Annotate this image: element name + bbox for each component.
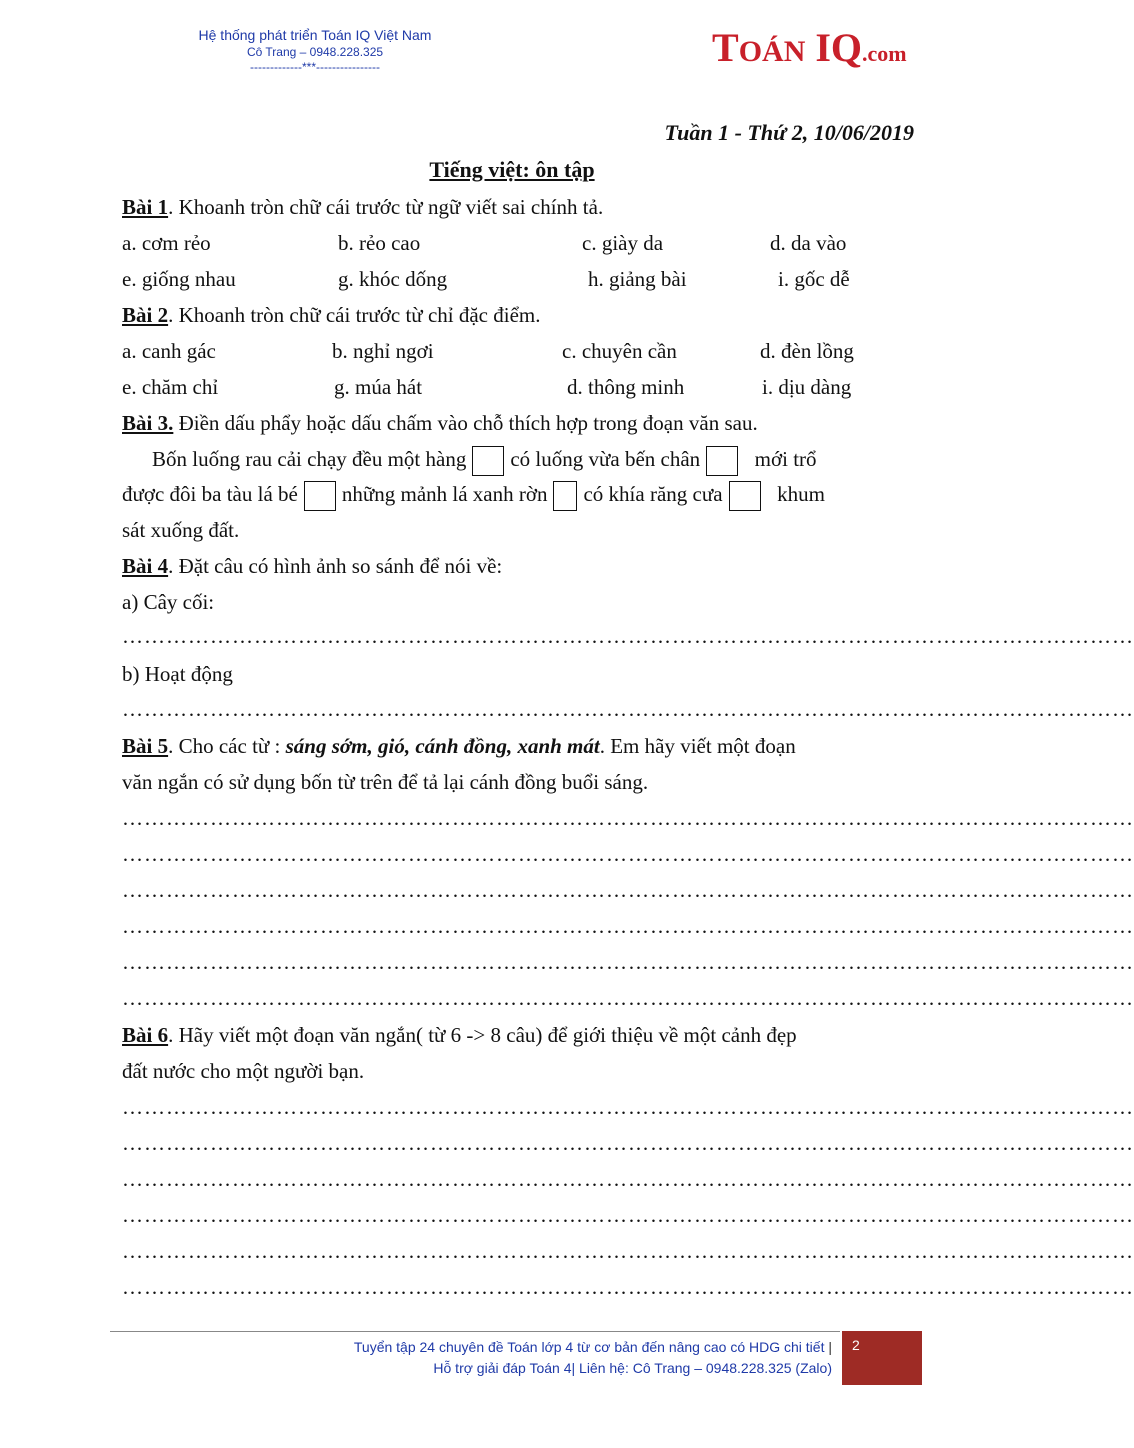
toaniq-logo bbox=[712, 24, 907, 71]
bai3-label: Bài 3. bbox=[122, 411, 174, 435]
bai2-option-e: e. chăm chỉ bbox=[122, 375, 219, 399]
header-divider: -------------***---------------- bbox=[250, 60, 380, 74]
bai1-option-i: i. gốc dễ bbox=[778, 267, 850, 291]
bai1-option-b: b. rẻo cao bbox=[338, 231, 421, 255]
logo-com: .com bbox=[862, 41, 907, 66]
answer-line[interactable]: ………………………………………………………………………………………………………………………… bbox=[122, 986, 1134, 1010]
bai2-heading bbox=[122, 303, 540, 328]
answer-line[interactable]: ………………………………………………………………………………………………………………………… bbox=[122, 950, 1134, 974]
answer-line[interactable]: ………………………………………………………………………………………………………………………… bbox=[122, 878, 1134, 902]
bai2-option-d2: d. thông minh bbox=[567, 375, 685, 399]
bai1-label: Bài 1 bbox=[122, 195, 169, 219]
bai4-prompt: . Đặt câu có hình ảnh so sánh để nói về: bbox=[168, 554, 503, 578]
bai5-words: sáng sớm, gió, cánh đồng, xanh mát bbox=[285, 734, 600, 758]
header-org-block bbox=[160, 26, 470, 74]
footer-line1: Tuyển tập 24 chuyên đề Toán lớp 4 từ cơ bản đến nâng cao có HDG chi tiết bbox=[353, 1339, 825, 1355]
bai6-prompt-cont: đất nước cho một người bạn. bbox=[122, 1059, 365, 1083]
answer-line[interactable]: ………………………………………………………………………………………………………………………… bbox=[122, 842, 1134, 866]
bai1-option-h: h. giảng bài bbox=[588, 267, 687, 291]
bai6-heading: Bài 6. Hãy viết một đoạn văn ngắn( từ 6 -> 8 câu) để giới thiệu về một cảnh đẹp bbox=[122, 1023, 797, 1047]
bai1-option-c: c. giày da bbox=[582, 231, 664, 255]
bai2-option-a: a. canh gác bbox=[122, 339, 216, 363]
header-org: Hệ thống phát triển Toán IQ Việt Nam bbox=[198, 27, 432, 43]
bai2-prompt: . Khoanh tròn chữ cái trước từ chỉ đặc điểm. bbox=[168, 303, 541, 327]
header-contact: Cô Trang – 0948.228.325 bbox=[246, 45, 384, 59]
bai1-option-g: g. khóc dống bbox=[338, 267, 448, 291]
bai3-heading bbox=[122, 411, 758, 436]
bai1-heading bbox=[122, 195, 603, 220]
bai4-label: Bài 4 bbox=[122, 554, 169, 578]
footer bbox=[354, 1337, 832, 1379]
bai2-option-d: d. đèn lồng bbox=[760, 339, 854, 363]
answer-line[interactable]: ………………………………………………………………………………………………………………………… bbox=[122, 806, 1134, 830]
punctuation-box-5[interactable] bbox=[729, 481, 761, 511]
bai1-option-d: d. da vào bbox=[770, 231, 847, 255]
logo-iq: IQ bbox=[805, 25, 863, 70]
answer-line[interactable]: ………………………………………………………………………………………………………………………… bbox=[122, 1239, 1134, 1263]
answer-line[interactable]: ………………………………………………………………………………………………………………………… bbox=[122, 1275, 1134, 1299]
bai3-line1: Bốn luống rau cải chạy đều một hàng có luống vừa bến chân mới trổ bbox=[152, 446, 817, 476]
bai2-option-i: i. dịu dàng bbox=[762, 375, 852, 399]
bai4-a: a) Cây cối: bbox=[122, 590, 215, 614]
page-number: 2 bbox=[852, 1337, 860, 1353]
bai4-b: b) Hoạt động bbox=[122, 662, 233, 686]
answer-line[interactable]: ………………………………………………………………………………………………………………………… bbox=[122, 1095, 1134, 1119]
bai2-label: Bài 2 bbox=[122, 303, 169, 327]
bai5-label: Bài 5 bbox=[122, 734, 169, 758]
footer-line2: Hỗ trợ giải đáp Toán 4| Liên hệ: Cô Trang – 0948.228.325 (Zalo) bbox=[433, 1360, 832, 1376]
answer-line[interactable]: ………………………………………………………………………………………………………………………… bbox=[122, 1167, 1134, 1191]
answer-line[interactable]: ………………………………………………………………………………………………………………………… bbox=[122, 697, 1134, 721]
lesson-date: Tuần 1 - Thứ 2, 10/06/2019 bbox=[664, 120, 914, 145]
answer-line[interactable]: ………………………………………………………………………………………………………………………… bbox=[122, 914, 1134, 938]
logo-t: T bbox=[712, 25, 739, 70]
answer-line[interactable]: ………………………………………………………………………………………………………………………… bbox=[122, 1131, 1134, 1155]
bai3-line2: được đôi ba tàu lá bé những mảnh lá xanh rờn có khía răng cưa khum bbox=[122, 481, 825, 511]
page-title: Tiếng việt: ôn tập bbox=[429, 157, 595, 182]
answer-line[interactable]: ………………………………………………………………………………………………………………………… bbox=[122, 624, 1134, 648]
bai1-option-e: e. giống nhau bbox=[122, 267, 236, 291]
page-number-box bbox=[842, 1331, 922, 1385]
bai2-option-g: g. múa hát bbox=[334, 375, 423, 399]
punctuation-box-3[interactable] bbox=[304, 481, 336, 511]
bai1-prompt: . Khoanh tròn chữ cái trước từ ngữ viết sai chính tả. bbox=[168, 195, 604, 219]
bai3-prompt: Điền dấu phẩy hoặc dấu chấm vào chỗ thích hợp trong đoạn văn sau. bbox=[173, 411, 758, 435]
bai6-label: Bài 6 bbox=[122, 1023, 169, 1047]
footer-divider bbox=[110, 1331, 840, 1332]
bai3-line3: sát xuống đất. bbox=[122, 518, 240, 542]
logo-oan: OÁN bbox=[738, 35, 806, 68]
punctuation-box-4[interactable] bbox=[553, 481, 577, 511]
bai4-heading bbox=[122, 554, 502, 579]
punctuation-box-1[interactable] bbox=[472, 446, 504, 476]
footer-bar: | bbox=[824, 1339, 832, 1355]
bai5-prompt-cont: văn ngắn có sử dụng bốn từ trên để tả lại cánh đồng buổi sáng. bbox=[122, 770, 649, 794]
bai5-heading: Bài 5. Cho các từ : sáng sớm, gió, cánh đồng, xanh mát. Em hãy viết một đoạn bbox=[122, 734, 796, 758]
bai2-option-b: b. nghỉ ngơi bbox=[332, 339, 434, 363]
punctuation-box-2[interactable] bbox=[706, 446, 738, 476]
bai2-option-c: c. chuyên cần bbox=[562, 339, 677, 363]
bai1-option-a: a. cơm rẻo bbox=[122, 231, 211, 255]
answer-line[interactable]: ………………………………………………………………………………………………………………………… bbox=[122, 1203, 1134, 1227]
